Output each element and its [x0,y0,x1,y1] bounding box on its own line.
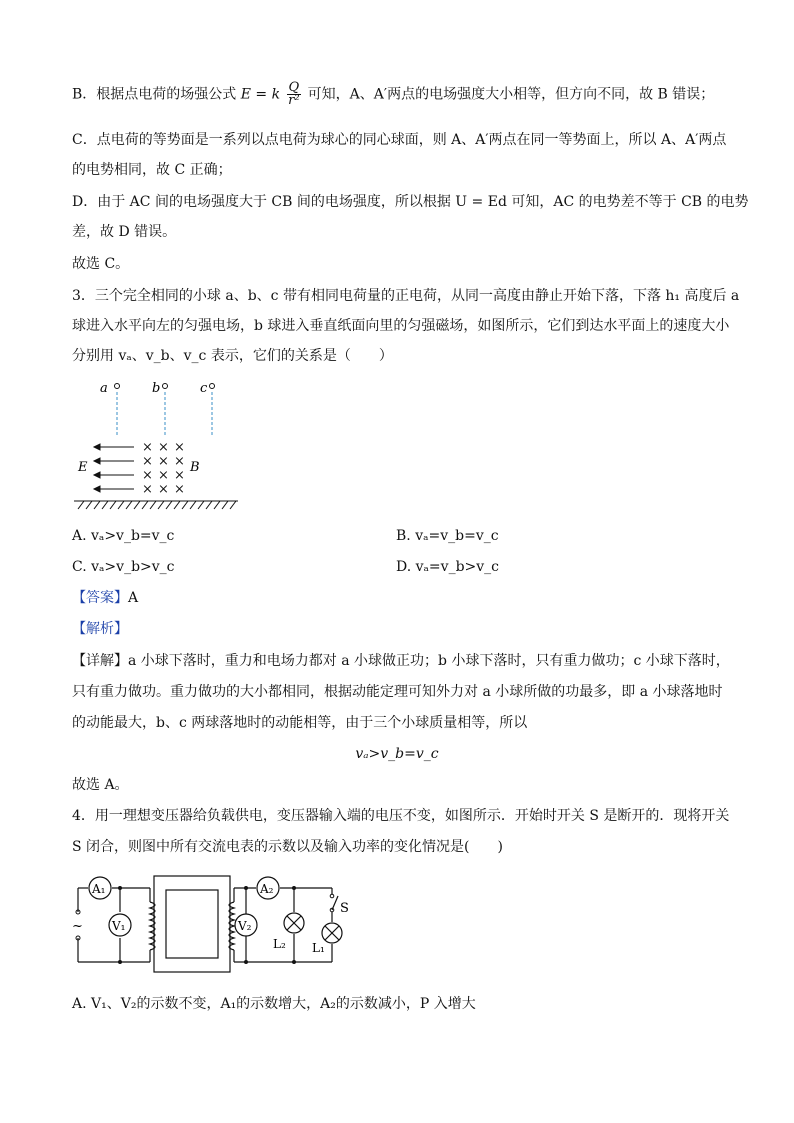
q2-b-formula-fraction [287,82,302,107]
ball-b-label: b [152,381,161,396]
field-e-label: E [78,460,88,475]
q3-stem-line2: 球进入水平向左的匀强电场，b 球进入垂直纸面向里的匀强磁场，如图所示，它们到达水平面上的速度大小 [72,318,730,334]
magnetic-field-crosses [142,440,185,497]
analysis-tag: 【解析】 [72,621,128,637]
q2-option-d-line1: D．由于 AC 间的电场强度大于 CB 间的电场强度，所以根据 U = Ed 可知，AC 的电势差不等于 CB 的电势 [72,194,749,210]
q2-option-b [72,82,714,107]
svg-text:×: × [174,482,185,497]
svg-text:×: × [158,440,169,455]
svg-text:×: × [142,468,153,483]
ball-c [210,384,215,389]
q4-stem-line2: S 闭合，则图中所有交流电表的示数以及输入功率的变化情况是( ) [72,839,503,855]
q3-stem-line1: 3．三个完全相同的小球 a、b、c 带有相同电荷量的正电荷，从同一高度由静止开始下落，下落 h₁ 高度后 a [72,288,740,304]
answer-tag: 【答案】 [72,590,128,606]
svg-text:×: × [158,468,169,483]
q3-detail-line1 [72,651,730,671]
q2-b-formula-lhs: E = k [240,86,281,103]
svg-text:~: ~ [72,919,83,934]
q3-detail-line3: 的动能最大，b、c 两球落地时的动能相等，由于三个小球质量相等，所以 [72,715,528,731]
q3-option-a: A. vₐ>v_b=v_c [72,528,175,544]
svg-text:L₁: L₁ [312,941,325,955]
ground [74,501,238,509]
q2-b-formula-num: Q [288,80,300,95]
lamp-l1 [312,923,342,955]
q2-b-suffix: 可知，A、A′两点的电场强度大小相等，但方向不同，故 B 错误； [307,86,715,103]
svg-text:A₂: A₂ [260,882,274,896]
svg-text:×: × [174,468,185,483]
q4-option-a: A. V₁、V₂的示数不变，A₁的示数增大，A₂的示数减小，P 入增大 [72,996,476,1012]
q3-answer [72,588,138,608]
q2-b-prefix: B．根据点电荷的场强公式 [72,86,237,103]
q2-option-c-line1: C．点电荷的等势面是一系列以点电荷为球心的同心球面，则 A、A′两点在同一等势面上，所以 A、A′两点 [72,132,727,148]
q2-option-d-line2: 差，故 D 错误。 [72,224,177,240]
svg-text:S: S [340,901,349,916]
q4-transformer-circuit [68,872,368,982]
field-b-label: B [190,460,200,475]
q3-option-b: B. vₐ=v_b=v_c [396,528,499,544]
svg-text:×: × [174,440,185,455]
q3-conclusion: 故选 A。 [72,777,129,793]
svg-text:×: × [142,440,153,455]
q3-detail-line2: 只有重力做功。重力做功的大小都相同，根据动能定理可知外力对 a 小球所做的功最多，即 a 小球落地时 [72,684,723,700]
q2-b-formula-den: r² [288,93,300,108]
q3-option-d: D. vₐ=v_b>v_c [396,559,500,575]
ammeter-a1 [89,877,111,899]
detail-tag: 【详解】 [72,653,128,669]
q2-conclusion: 故选 C。 [72,256,130,272]
answer-value: A [128,590,139,606]
svg-text:L₂: L₂ [273,937,286,951]
lamp-l2 [273,913,304,951]
ball-a-label: a [100,381,108,396]
q3-result-equation: vₐ>v_b=v_c [355,746,439,762]
ac-source [72,910,83,940]
detail-text-1: a 小球下落时，重力和电场力都对 a 小球做正功；b 小球下落时，只有重力做功；c 小球下落时， [128,653,730,669]
svg-text:V₂: V₂ [238,919,252,933]
q3-option-c: C. vₐ>v_b>v_c [72,559,175,575]
svg-text:×: × [142,454,153,469]
svg-text:×: × [142,482,153,497]
svg-text:V₁: V₁ [112,919,126,933]
svg-text:×: × [158,454,169,469]
electric-field-arrows [94,444,134,492]
svg-text:×: × [158,482,169,497]
q4-stem-line1: 4．用一理想变压器给负载供电，变压器输入端的电压不变，如图所示．开始时开关 S 是断开的．现将开关 [72,808,730,824]
q3-analysis-tag [72,619,128,639]
q3-field-figure [70,372,250,512]
voltmeter-v1 [109,914,131,936]
voltmeter-v2 [235,914,257,936]
ball-b [163,384,168,389]
ball-c-label: c [200,381,208,396]
ammeter-a2 [257,877,279,899]
svg-text:×: × [174,454,185,469]
q2-option-c-line2: 的电势相同，故 C 正确； [72,162,232,178]
svg-text:A₁: A₁ [92,882,106,896]
switch-s [330,894,349,916]
q3-stem-line3: 分别用 vₐ、v_b、v_c 表示，它们的关系是（ ） [72,348,393,364]
ball-a [115,384,120,389]
